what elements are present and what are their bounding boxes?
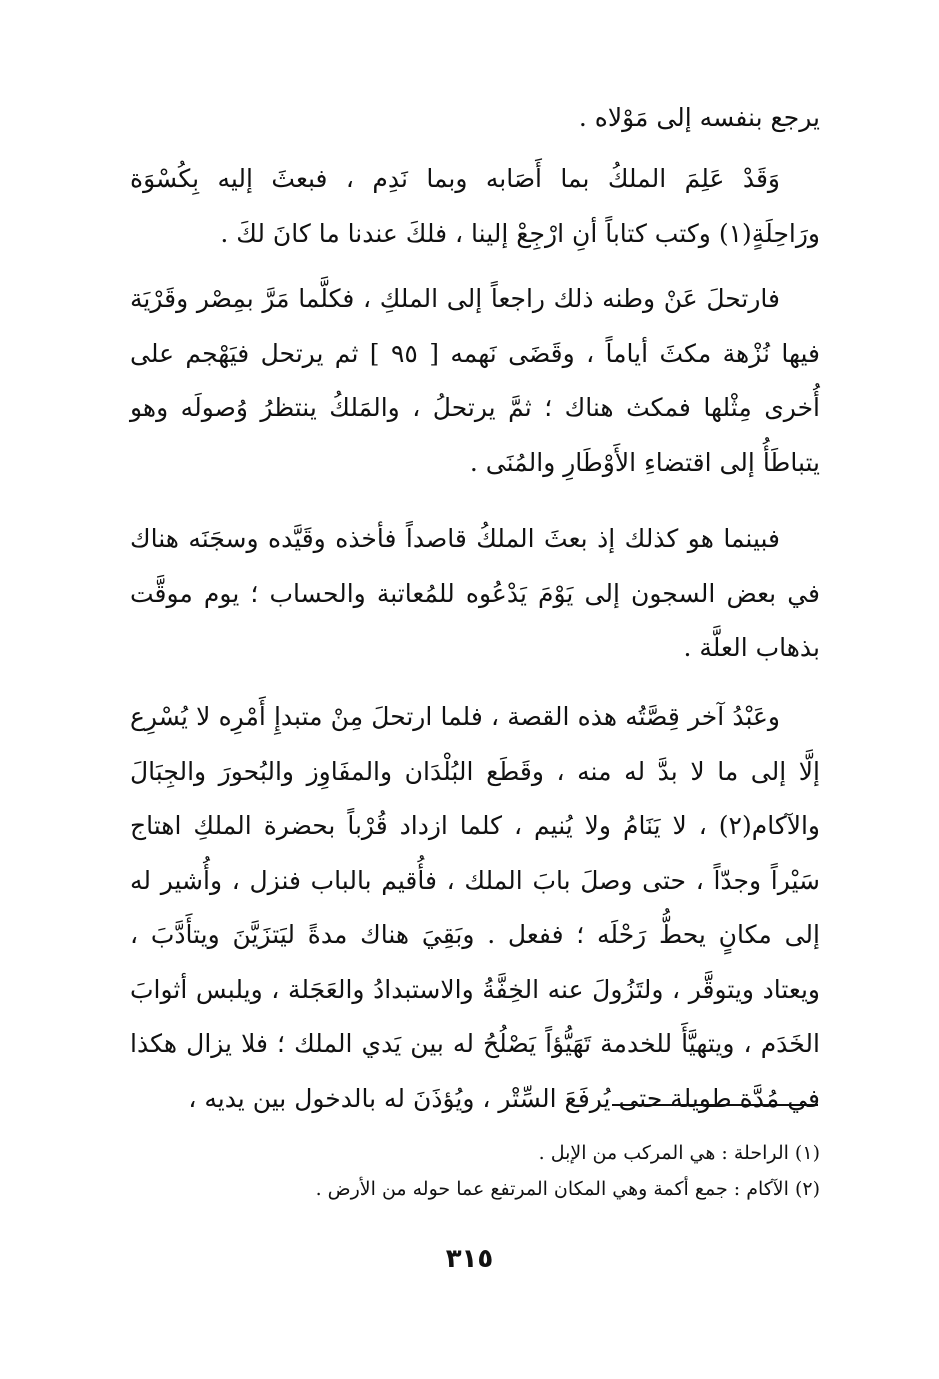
footnote-1: (١) الراحلة : هي المركب من الإبل .	[538, 1142, 820, 1164]
main-text-3	[130, 272, 820, 490]
paragraph-imprisonment: فبينما هو كذلك إذ بعثَ الملكُ قاصداً فأخذه وقَيَّده وسجَنَه هناك في بعض السجون إلى يَوْمَ يَدْعُوه للمُعاتبة والحساب ؛ يوم موقَّت بذهاب العلَّة .	[130, 524, 820, 662]
main-text	[130, 91, 820, 146]
page-number: ٣١٥	[445, 1244, 494, 1274]
footnote-divider	[612, 1104, 818, 1106]
main-text-2	[130, 152, 820, 261]
paragraph-king-knew: وَقَدْ عَلِمَ الملكُ بما أَصَابه وبما نَدِم ، فبعثَ إليه بِكُسْوَة ورَاحِلَةٍ(١) وكتب كتاباً أنِ ارْجِعْ إلينا ، فلكَ عندنا ما كانَ لكَ .	[130, 164, 820, 248]
footnotes	[300, 1135, 820, 1207]
paragraph-continuation: يرجع بنفسه إلى مَوْلاه .	[578, 103, 820, 132]
main-text-5	[130, 690, 820, 1126]
main-text-4	[130, 512, 820, 676]
footnote-2: (٢) الآكام : جمع أكمة وهي المكان المرتفع عما حوله من الأرض .	[315, 1178, 820, 1200]
paragraph-other-servant: وعَبْدُ آخر قِصَّتُه هذه القصة ، فلما ارتحلَ مِنْ متبدإِ أَمْرِه لا يُسْرِع إلَّا إلى ما لا بدَّ له منه ، وقَطَع البُلْدَان والمفَاوِز والبُحورَ والجِبَالَ والآكام(٢) ، لا يَنَامُ ولا يُنيم ، كلما ازداد قُرْباً بحضرة الملكِ اهتاج سَيْراً وجدّاً ، حتى وصلَ بابَ الملك ، فأُقيم بالباب فنزل ، وأُشير له إلى مكانٍ يحطُّ رَحْلَه ؛ ففعل . وبَقِيَ هناك مدةً ليَتزَيَّنَ ويتأَدَّبَ ، ويعتاد ويتوقَّر ، ولتَزُولَ عنه الخِفَّةُ والاستبدادُ والعَجَلة ، ويلبس أثوابَ الخَدَم ، ويتهيَّأَ للخدمة تَهَيُّؤاً يَصْلُحُ له بين يَدي الملك ؛ فلا يزال هكذا في مُدَّة طويلة حتى يُرفَعَ السِّتْر ، ويُؤذَنَ له بالدخول بين يديه ،	[130, 702, 820, 1113]
paragraph-departure: فارتحلَ عَنْ وطنه ذلك راجعاً إلى الملكِ ، فكلَّما مَرَّ بمِصْر وقَرْيَة فيها نُزْهة مكثَ أياماً ، وقَضَى نَهمه [ ٩٥ ] ثم يرتحل فيَهْجم على أُخرى مِثْلها فمكث هناك ؛ ثمَّ يرتحلُ ، والمَلكُ ينتظرُ وُصولَه وهو يتباطَأُ إلى اقتضاءِ الأَوْطَارِ والمُنَى .	[130, 284, 820, 477]
